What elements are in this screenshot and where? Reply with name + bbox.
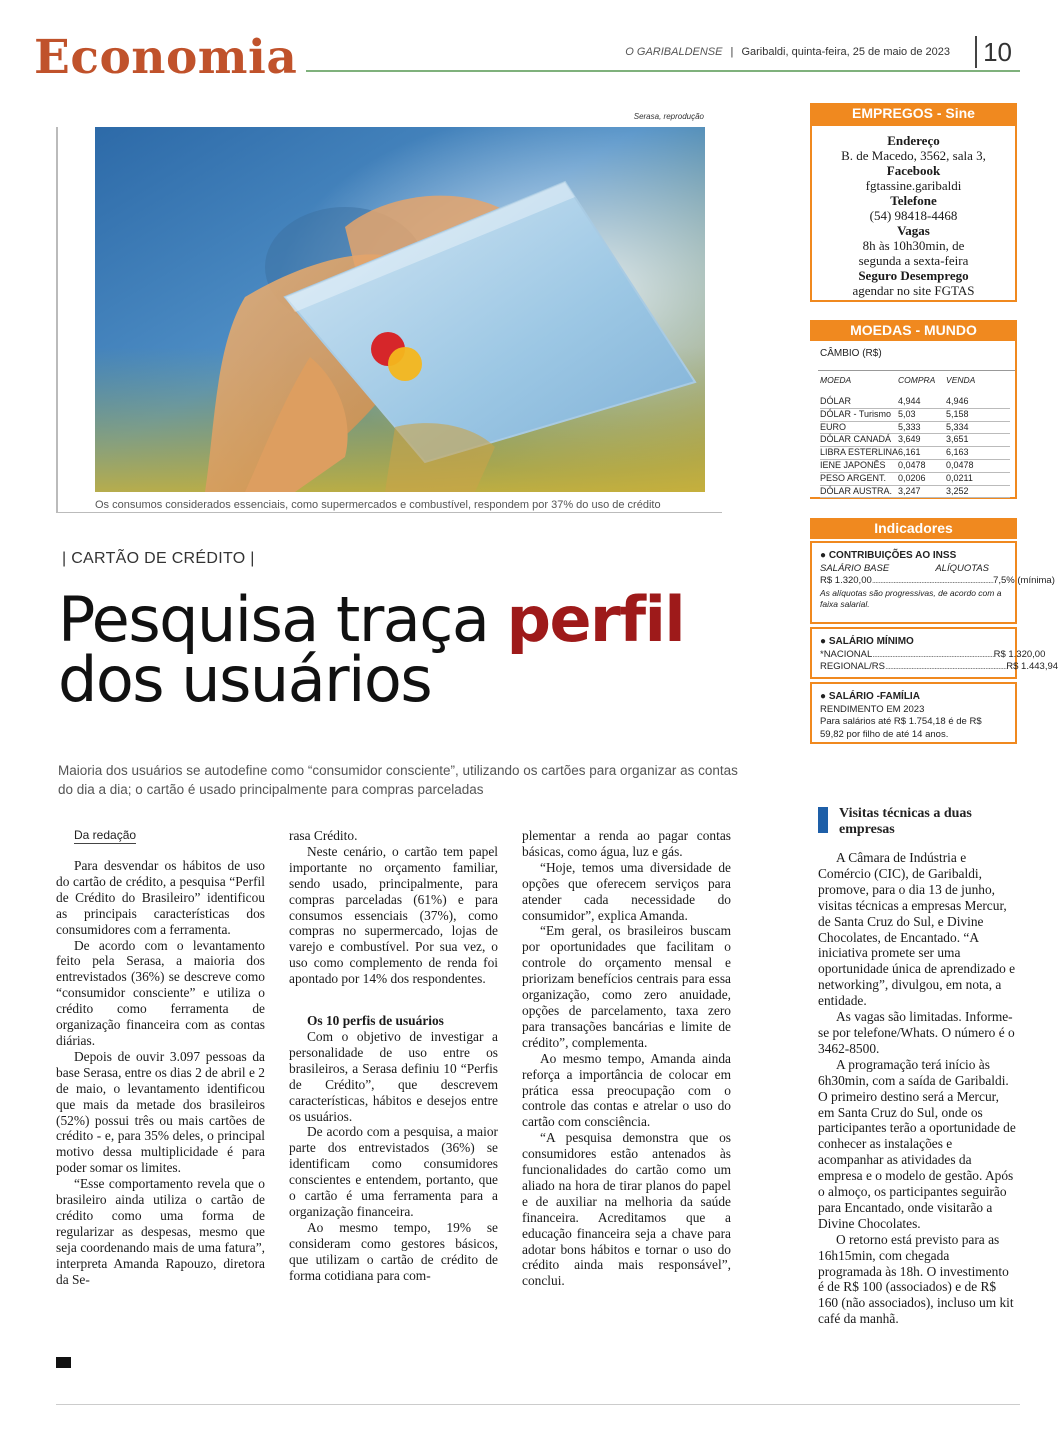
currency-row — [820, 459, 1010, 472]
paragraph: A Câmara de Indústria e Comércio (CIC), de Garibaldi, promove, para o dia 13 de junho, visitas técnicas a empresas Mercur, de Santa Cruz do Sul, e Divine Chocolates, de Encantado. “A iniciativa promete ser uma oportunidade única de aprendizado e networking”, divulgou, em nota, a entidade. — [818, 850, 1016, 1009]
currency-row — [820, 421, 1010, 434]
section-title: Economia — [34, 30, 298, 85]
facebook-value: fgtassine.garibaldi — [865, 178, 962, 193]
vagas-value: segunda a sexta-feira — [858, 253, 969, 268]
headline-accent: perfil — [506, 583, 685, 656]
paragraph: Depois de ouvir 3.097 pessoas da base Serasa, entre os dias 2 de abril e 2 de maio, o levantamento identificou que mais da metade dos brasileiros (52%) possui três ou mais cartões de crédito - e, para 35% deles, o principal motivo dessa multiplicidade é para poder somar os limites. — [56, 1048, 265, 1176]
sm-title: ● SALÁRIO MÍNIMO — [820, 636, 914, 647]
indicadores-header: Indicadores — [810, 518, 1017, 539]
currency-row — [820, 472, 1010, 485]
empregos-box — [810, 124, 1017, 302]
currency-buy: 0,0478 — [898, 459, 946, 472]
inss-row — [820, 575, 1055, 588]
endereco-label: Endereço — [887, 133, 940, 148]
sm-regional-label: REGIONAL/RS — [820, 661, 885, 672]
sm-nacional-value: R$ 1.320,00 — [993, 648, 1046, 660]
paragraph: Para desvendar os hábitos de uso do cartão de crédito, a pesquisa “Perfil de Crédito do Brasileiro” identificou as principais características dos consumidores com a ferramenta. — [56, 858, 265, 937]
currency-row — [820, 485, 1010, 498]
paragraph: Com o objetivo de investigar a personalidade de uso entre os brasileiros, a Serasa definiu 10 “Perfis de Crédito”, que descrevem características, hábitos e desejos entre os usuários. — [289, 1028, 498, 1124]
sm-nacional-row — [820, 648, 1046, 662]
currency-buy: 6,161 — [898, 447, 946, 460]
photo-frame-bottom — [56, 512, 722, 513]
footer-rule — [56, 1404, 1020, 1405]
currency-name: DÓLAR - Turismo — [820, 408, 898, 421]
leader-dots: .......................................................................... — [884, 661, 1007, 672]
byline: Da redação — [74, 828, 137, 842]
currency-name: PESO ARGENT. — [820, 472, 898, 485]
empregos-header: EMPREGOS - Sine — [810, 103, 1017, 124]
article-column-1 — [56, 858, 265, 1287]
currency-sell: 3,651 — [946, 434, 1010, 447]
currency-sell: 3,252 — [946, 485, 1010, 498]
endereco-value: B. de Macedo, 3562, sala 3, — [841, 148, 986, 163]
currency-buy: 4,944 — [898, 396, 946, 408]
salario-familia-box — [810, 682, 1017, 744]
paragraph: O retorno está previsto para as 16h15min, com chegada programada às 18h. O investimento é de R$ 100 (associados) e de R$ 160 (não associados), incluso um kit café da manhã. — [818, 1231, 1014, 1327]
leader-dots: .......................................................................... — [872, 648, 994, 660]
paragraph: “Esse comportamento revela que o brasileiro ainda utiliza o cartão de crédito como uma forma de regularizar as despesas, mesmo que seja coordenando mais de uma fatura”, interpreta Amanda Rapouzo, diretora da Se- — [56, 1176, 265, 1287]
credit-card-illustration — [95, 127, 705, 492]
currency-name: IENE JAPONÊS — [820, 459, 898, 472]
aside-marker — [818, 807, 828, 833]
salario-minimo-box — [810, 627, 1058, 679]
paragraph: “Em geral, os brasileiros buscam por oportunidades que facilitam o controle do orçamento mensal e priorizam benefícios centrais para essa organização, como zero anuidade, opções de parcelamento, taxa zero para transações bancárias e limite de crédito”, complementa. — [522, 923, 731, 1050]
column-header: COMPRA — [898, 375, 936, 385]
paragraph: A programação terá início às 6h30min, com a saída de Garibaldi. O primeiro destino será a Mercur, em Santa Cruz do Sul, onde os participantes terão a oportunidade de conhecer as instalações e acompanhar as atividades da empresa e o modelo de gestão. Após o almoço, os participantes seguirão para Encantado, onde visitarão a Divine Chocolates. — [818, 1056, 1016, 1231]
masthead — [625, 46, 950, 58]
currency-name: EURO — [820, 421, 898, 434]
paragraph: rasa Crédito. — [289, 828, 358, 843]
currency-row — [820, 447, 1010, 460]
currency-row — [820, 396, 1010, 408]
paragraph: “A pesquisa demonstra que os consumidores estão antenados às funcionalidades do cartão como um aliado na hora de tirar planos do papel e de auxiliar na melhoria da saúde financeira. Acreditamos que a educação financeira seja a chave para adotar bons hábitos e tornar o uso do crédito ainda mais responsável”, conclui. — [522, 1130, 731, 1289]
currency-name: DÓLAR — [820, 396, 898, 408]
seguro-value: agendar no site FGTAS — [852, 283, 975, 298]
telefone-label: Telefone — [890, 193, 937, 208]
currency-sell: 4,946 — [946, 396, 1010, 408]
photo-credit: Serasa, reprodução — [633, 112, 704, 121]
currency-name: LIBRA ESTERLINA — [820, 447, 898, 460]
table-header-row — [820, 375, 1010, 396]
inss-box — [810, 541, 1055, 624]
dateline: Garibaldi, quinta-feira, 25 de maio de 2023 — [741, 46, 950, 58]
inss-title-text: CONTRIBUIÇÕES AO INSS — [828, 550, 957, 561]
currency-sell: 0,0211 — [946, 472, 1010, 485]
end-mark — [56, 1357, 71, 1368]
sm-title-text: SALÁRIO MÍNIMO — [828, 636, 914, 647]
currency-sell: 5,334 — [946, 421, 1010, 434]
paragraph: Ao mesmo tempo, 19% se consideram como gestores básicos, que utilizam o cartão de crédito de forma cotidiana para com- — [289, 1219, 498, 1283]
aside-column — [818, 850, 1016, 1327]
paragraph: “Hoje, temos uma diversidade de opções que oferecem serviços para atender cada necessidade do consumidor”, explica Amanda. — [522, 859, 731, 923]
currency-buy: 3,247 — [898, 485, 946, 498]
page-number: 10 — [975, 36, 1012, 68]
currency-buy: 5,03 — [898, 408, 946, 421]
article-column-2 — [289, 828, 498, 1283]
currency-buy: 0,0206 — [898, 472, 946, 485]
inss-col1: SALÁRIO BASE — [820, 562, 890, 574]
credit-card-photo — [95, 127, 705, 492]
article-kicker: | CARTÃO DE CRÉDITO | — [62, 550, 255, 567]
article-headline — [58, 583, 758, 716]
headline-part2: dos usuários — [58, 643, 432, 716]
column-header: VENDA — [946, 375, 976, 385]
masthead-separator: | — [730, 46, 734, 58]
currency-buy: 5,333 — [898, 421, 946, 434]
photo-frame-left — [56, 127, 58, 512]
currency-row — [820, 434, 1010, 447]
article-subhead: Os 10 perfis de usuários — [307, 1013, 444, 1029]
currency-sell: 0,0478 — [946, 459, 1010, 472]
currency-name: DÓLAR CANADÁ — [820, 434, 898, 447]
cambio-rule — [818, 370, 1015, 371]
leader-dots: .......................................................................... — [871, 575, 994, 586]
currency-buy: 3,649 — [898, 434, 946, 447]
sf-title-text: SALÁRIO -FAMÍLIA — [828, 691, 920, 702]
moedas-header: MOEDAS - MUNDO — [810, 320, 1017, 341]
inss-note: As alíquotas são progressivas, de acordo com a faixa salarial. — [820, 587, 1002, 609]
paragraph: Ao mesmo tempo, Amanda ainda reforça a importância de colocar em prática essa preocupação com o controle das contas e atrelar o uso do cartão com consciência. — [522, 1050, 731, 1130]
column-header: MOEDA — [820, 375, 852, 385]
sf-sub: RENDIMENTO EM 2023 — [820, 703, 925, 715]
article-column-3 — [522, 828, 731, 1289]
header-rule — [306, 70, 1020, 72]
sf-text: Para salários até R$ 1.754,18 é de R$ 59,82 por filho de até 14 anos. — [820, 716, 982, 740]
inss-rate: 7,5% (mínima) — [993, 575, 1055, 586]
currency-table — [820, 375, 1010, 498]
inss-value: R$ 1.320,00 — [820, 575, 872, 586]
facebook-label: Facebook — [886, 163, 941, 178]
currency-name: DÓLAR AUSTRA. — [820, 485, 898, 498]
inss-col2: ALÍQUOTAS — [935, 562, 989, 574]
paragraph: plementar a renda ao pagar contas básicas, como água, luz e gás. — [522, 828, 731, 859]
paragraph: De acordo com a pesquisa, a maior parte dos entrevistados (36%) se identificam como consumidores conscientes e entendem, portanto, que o cartão é uma ferramenta para a organização financeira. — [289, 1124, 498, 1219]
sm-regional-row — [820, 661, 1058, 674]
paragraph: De acordo com o levantamento feito pela Serasa, a maioria dos entrevistados (36%) se descreve como “consumidor consciente” e utiliza o crédito como ferramenta de organização financeira com as contas diárias. — [56, 937, 265, 1048]
inss-columns — [820, 563, 1007, 576]
moedas-box — [810, 341, 1017, 499]
paragraph: Neste cenário, o cartão tem papel importante no orçamento familiar, sendo usado, principalmente, para compras parceladas (61%) e para consumos essenciais (37%), como compras no supermercado, lojas de varejo e combustível. Por sua vez, o uso como complemento de renda foi apontado por 14% dos respondentes. — [289, 843, 498, 987]
inss-title: ● CONTRIBUIÇÕES AO INSS — [820, 550, 957, 561]
aside-title: Visitas técnicas a duas empresas — [839, 806, 972, 837]
currency-row — [820, 408, 1010, 421]
paragraph: As vagas são limitadas. Informe-se por telefone/Whats. O número é o 3462-8500. — [818, 1009, 1015, 1056]
headline-part1: Pesquisa traça — [58, 583, 507, 656]
cambio-label: CÂMBIO (R$) — [820, 348, 882, 359]
photo-caption: Os consumos considerados essenciais, como supermercados e combustível, respondem por 37% do uso de crédito — [95, 499, 661, 511]
vagas-value: 8h às 10h30min, de — [862, 238, 965, 253]
sf-title: ● SALÁRIO -FAMÍLIA — [820, 691, 920, 702]
vagas-label: Vagas — [897, 223, 930, 238]
currency-sell: 5,158 — [946, 408, 1010, 421]
paper-name: O GARIBALDENSE — [625, 46, 723, 58]
currency-sell: 6,163 — [946, 447, 1010, 460]
sm-nacional-label: *NACIONAL — [820, 648, 873, 660]
telefone-value: (54) 98418-4468 — [869, 208, 958, 223]
seguro-label: Seguro Desemprego — [858, 268, 969, 283]
sm-regional-value: R$ 1.443,94 — [1006, 661, 1058, 672]
article-subtitle: Maioria dos usuários se autodefine como “consumidor consciente”, utilizando os cartões para organizar as contas do dia a dia; o cartão é usado principalmente para compras parceladas — [58, 763, 738, 797]
